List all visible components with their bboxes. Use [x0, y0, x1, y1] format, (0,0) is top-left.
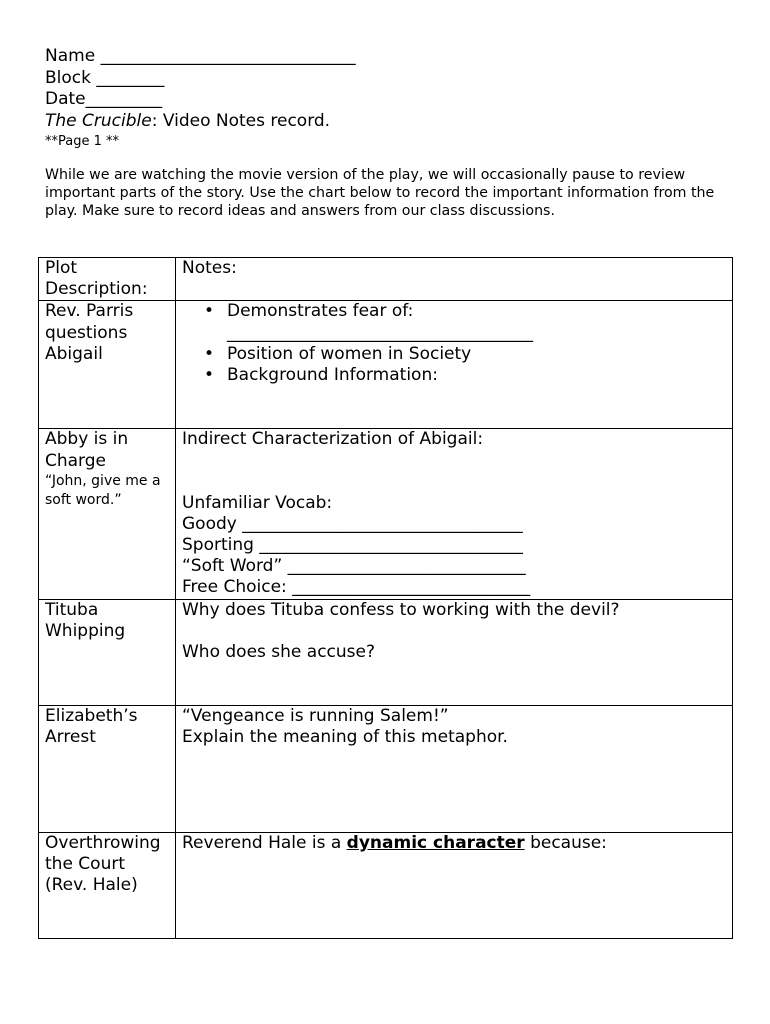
vocab-line-goody[interactable] [182, 514, 726, 535]
page-number-note: **Page 1 ** [45, 134, 120, 149]
notes-cell[interactable] [176, 599, 733, 705]
notes-cell[interactable] [176, 429, 733, 599]
name-line [45, 46, 735, 68]
date-label: Date [45, 89, 86, 109]
notes-cell[interactable] [176, 301, 733, 429]
vocab-line-sporting[interactable] [182, 535, 726, 556]
answer-space [182, 472, 726, 493]
bullet-icon: • [204, 343, 215, 364]
plot-cell: Tituba Whipping [39, 599, 176, 705]
plot-cell: Overthrowing the Court (Rev. Hale) [39, 832, 176, 938]
vengeance-quote: “Vengeance is running Salem!” [182, 705, 449, 726]
table-row [39, 301, 733, 429]
answer-space [182, 451, 726, 472]
worksheet-header [45, 46, 735, 151]
table-row [39, 599, 733, 705]
bullet-text: Background Information: [227, 365, 438, 386]
metaphor-prompt: Explain the meaning of this metaphor. [182, 726, 508, 747]
answer-space [182, 621, 726, 642]
plot-cell: Elizabeth’s Arrest [39, 705, 176, 832]
notes-cell[interactable] [176, 832, 733, 938]
table-row [39, 429, 733, 599]
bullet-icon: • [204, 301, 215, 322]
plot-cell [39, 429, 176, 599]
list-item [227, 323, 726, 344]
vocab-blank: _________________________________ [242, 513, 523, 534]
notes-header: Notes: [176, 258, 733, 301]
table-header-row [39, 258, 733, 301]
plot-cell: Rev. Parris questions Abigail [39, 301, 176, 429]
list-item [204, 365, 726, 386]
vocab-title: Unfamiliar Vocab: [182, 492, 333, 513]
title-rest: : Video Notes record. [151, 110, 331, 131]
bullet-text: Position of women in Society [227, 343, 472, 364]
vocab-line-free-choice[interactable] [182, 577, 726, 598]
vocab-line-soft-word[interactable] [182, 556, 726, 577]
vocab-term: Free Choice: [182, 577, 287, 598]
document-title [45, 111, 735, 133]
plot-description-header: Plot Description: [39, 258, 176, 301]
table-row [39, 832, 733, 938]
title-italic: The Crucible [45, 110, 152, 131]
vocab-blank: ____________________________ [287, 556, 526, 577]
plot-quote: “John, give me a soft word.” [45, 472, 161, 508]
notes-cell[interactable] [176, 705, 733, 832]
bullet-icon: • [204, 365, 215, 386]
name-label: Name [45, 46, 96, 66]
dynamic-character-prompt [182, 833, 726, 854]
bullet-text: Demonstrates fear of: [227, 301, 414, 322]
date-line [45, 89, 735, 111]
bullet-list [182, 301, 726, 386]
block-label: Block [45, 67, 91, 88]
vocab-term: Sporting [182, 535, 254, 556]
name-blank: ______________________________ [100, 46, 356, 66]
vocab-blank: ____________________________ [292, 577, 531, 598]
table-row [39, 705, 733, 832]
date-blank: _________ [85, 89, 163, 109]
block-blank: ________ [96, 67, 165, 88]
list-item [204, 301, 726, 322]
dynamic-character-term: dynamic character [346, 832, 525, 853]
vocab-blank: _______________________________ [259, 535, 523, 556]
list-item [204, 343, 726, 365]
characterization-prompt: Indirect Characterization of Abigail: [182, 429, 484, 450]
prompt-start: Reverend Hale is a [182, 832, 347, 853]
fear-blank[interactable]: ____________________________________ [227, 322, 533, 343]
accuse-question: Who does she accuse? [182, 641, 376, 662]
instructions-paragraph: While we are watching the movie version of the play, we will occasionally pause to review important parts of the story. Use the chart below to record the important information from the play. Make sure to record ideas and answers from our class discussions. [45, 167, 715, 219]
tituba-question: Why does Tituba confess to working with the devil? [182, 599, 620, 620]
vocab-term: “Soft Word” [182, 556, 283, 577]
prompt-end: because: [524, 832, 607, 853]
block-line [45, 68, 735, 90]
plot-title: Abby is in Charge [45, 429, 129, 471]
notes-table [38, 257, 733, 939]
vocab-term: Goody [182, 513, 237, 534]
